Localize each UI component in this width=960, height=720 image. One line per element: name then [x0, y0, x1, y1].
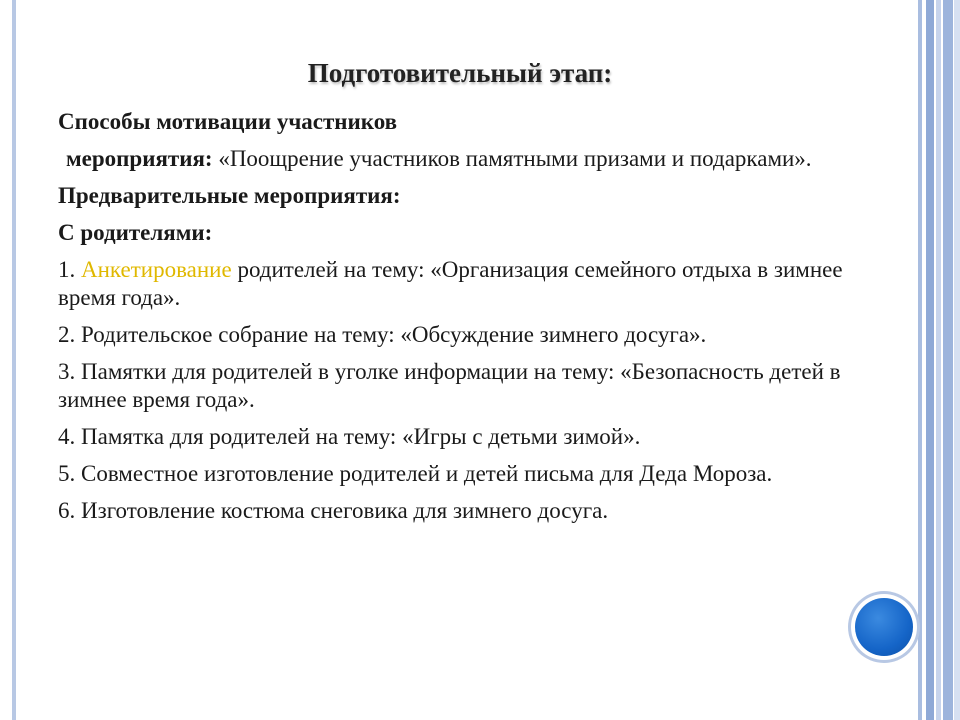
- list-item-2: 2. Родительское собрание на тему: «Обсуждение зимнего досуга».: [58, 322, 707, 347]
- decorative-circle-icon: [855, 598, 913, 656]
- decorative-stripe: [918, 0, 922, 720]
- list-item-3: 3. Памятки для родителей в уголке информации на тему: «Безопасность детей в зимнее время года».: [58, 359, 841, 412]
- motivation-heading: Способы мотивации участников: [58, 109, 398, 134]
- motivation-text: «Поощрение участников памятными призами и подарками».: [212, 146, 812, 171]
- motivation-label: мероприятия:: [66, 146, 213, 171]
- preliminary-heading: Предварительные мероприятия:: [58, 183, 401, 208]
- list-item-4: 4. Памятка для родителей на тему: «Игры с детьми зимой».: [58, 424, 641, 449]
- item1-prefix: 1.: [58, 257, 81, 282]
- motivation-paragraph: [58, 145, 858, 173]
- parents-heading: С родителями:: [58, 220, 213, 245]
- item1-rest: родителей на тему: «Организация семейного отдыха в зимнее время года».: [58, 257, 843, 310]
- slide-title: Подготовительный этап:: [307, 58, 613, 88]
- item1-highlight: Анкетирование: [81, 257, 232, 282]
- decorative-stripe: [954, 0, 960, 720]
- list-item-5: 5. Совместное изготовление родителей и детей письма для Деда Мороза.: [58, 461, 773, 486]
- decorative-stripe: [936, 0, 941, 720]
- left-border-line: [12, 0, 16, 720]
- slide-body: [58, 108, 858, 534]
- list-item-6: 6. Изготовление костюма снеговика для зимнего досуга.: [58, 498, 609, 523]
- list-item-1: [58, 256, 858, 312]
- decorative-stripe: [926, 0, 934, 720]
- decorative-stripe: [943, 0, 953, 720]
